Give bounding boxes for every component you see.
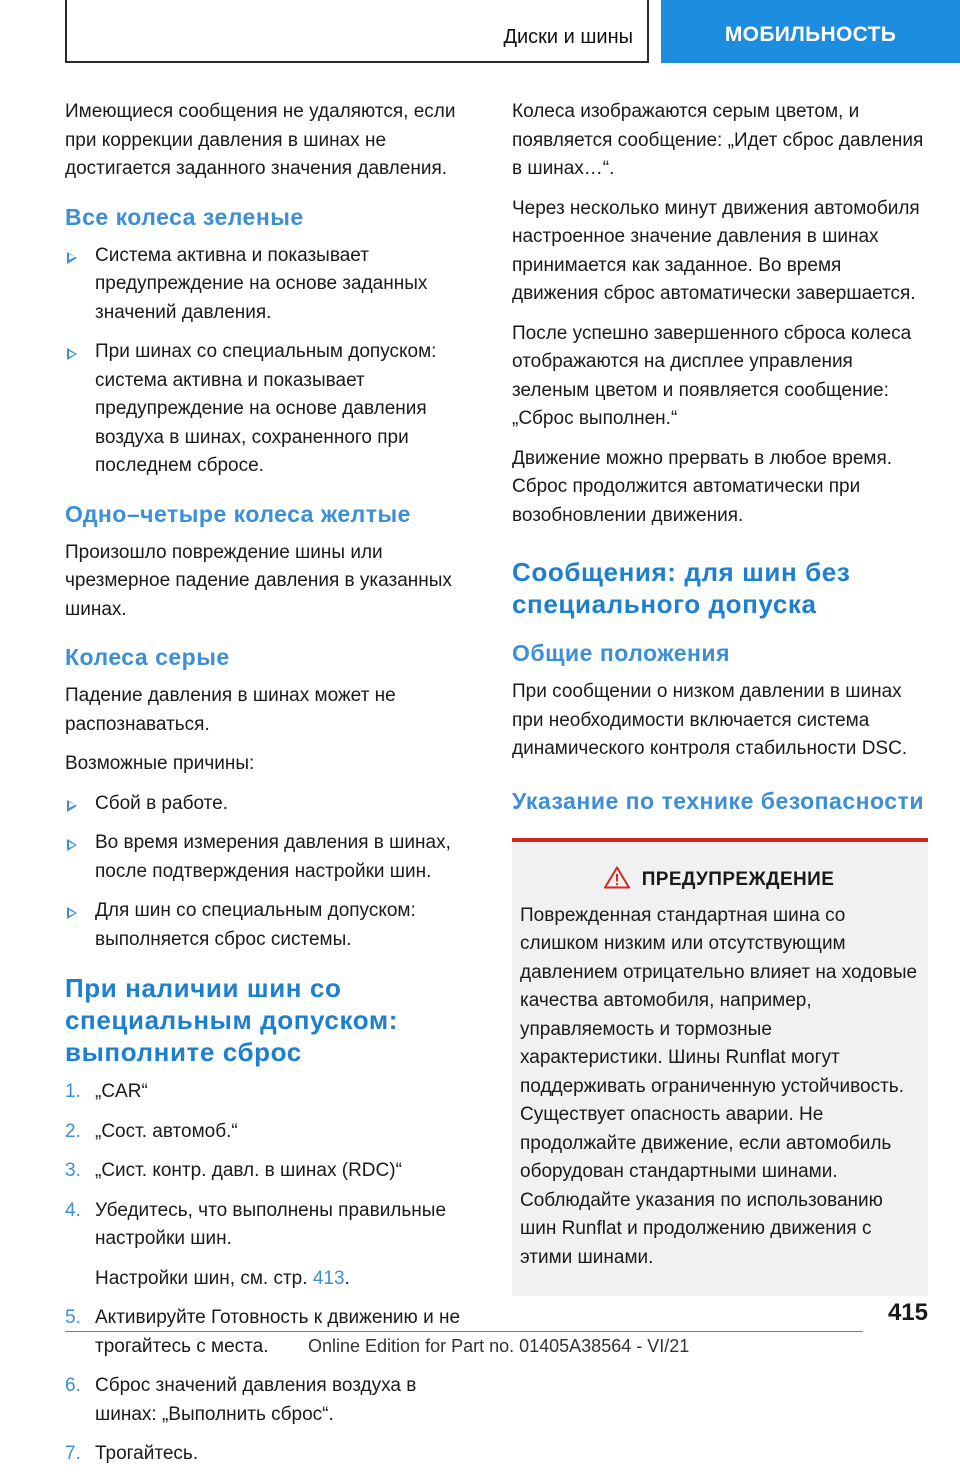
- bullet-triangle-icon: [67, 348, 77, 360]
- safety-heading: Указание по технике безопасности: [512, 787, 924, 814]
- warning-title: ПРЕДУПРЕЖДЕНИЕ: [641, 868, 835, 890]
- green-list: [65, 242, 477, 481]
- step-item: 4. Убедитесь, что выполнены правильные настройки шин. Настройки шин, см. стр. 413.: [65, 1197, 477, 1294]
- general-heading: Общие положения: [512, 640, 730, 666]
- bullet-triangle-icon: [67, 252, 77, 264]
- step-item: 6. Сброс значений давления воздуха в шинах: „Выполнить сброс“.: [65, 1375, 417, 1425]
- paragraph: Через несколько минут движения автомобиля настроенное значение давления в шинах принимается как заданное. Во время движения сброс автоматически завершается.: [512, 197, 920, 304]
- grey-heading: Колеса серые: [65, 644, 230, 670]
- warning-header: [520, 866, 918, 894]
- footer-divider: [65, 1331, 863, 1332]
- grey-text: Падение давления в шинах может не распознаваться.: [65, 685, 396, 735]
- header-frame: [65, 0, 649, 63]
- list-item: Сбой в работе.: [65, 790, 477, 819]
- green-heading: Все колеса зеленые: [65, 203, 304, 230]
- intro-text: Имеющиеся сообщения не удаляются, если при коррекции давления в шинах не достигается заданного значения давления.: [65, 101, 456, 179]
- reset-heading: При наличии шин со специальным допуском: выполните сброс: [65, 973, 398, 1067]
- bullet-triangle-icon: [67, 839, 77, 851]
- step-item: 5. Активируйте Готовность к движению и не трогайтесь с места.: [65, 1307, 461, 1357]
- paragraph: Колеса изображаются серым цветом, и появляется сообщение: „Идет сброс давления в шинах…“.: [512, 101, 924, 179]
- paragraph: После успешно завершенного сброса колеса отображаются на дисплее управления зеленым цветом и появляется сообщение: „Сброс выполнен.“: [512, 322, 912, 429]
- list-item: Для шин со специальным допуском: выполняется сброс системы.: [65, 897, 477, 954]
- step-item: 3. „Сист. контр. давл. в шинах (RDC)“: [65, 1160, 402, 1181]
- step-note: Настройки шин, см. стр. 413.: [95, 1267, 350, 1289]
- left-column: [65, 98, 477, 1480]
- yellow-heading: Одно–четыре колеса желтые: [65, 500, 411, 527]
- step-item: 1. „CAR“: [65, 1081, 148, 1102]
- warning-text: Поврежденная стандартная шина со слишком низким или отсутствующим давлением отрицательно влияет на ходовые качества автомобиля, например, управляемость и тормозные характеристики. Шины Runflat могут поддерживать ограниченную устойчивость. Существует опасность аварии. Не продолжайте движение, если автомобиль оборудован стандартными шинами. Соблюдайте указания по использованию шин Runflat и продолжению движения с этими шинами.: [520, 904, 918, 1268]
- causes-label: Возможные причины:: [65, 753, 255, 774]
- causes-list: [65, 790, 477, 955]
- list-item: Система активна и показывает предупреждение на основе заданных значений давления.: [65, 242, 477, 328]
- general-text: При сообщении о низком давлении в шинах при необходимости включается система динамического контроля стабильности DSC.: [512, 681, 908, 759]
- messages-heading: Сообщения: для шин без специального допуска: [512, 557, 851, 619]
- chapter-tab[interactable]: МОБИЛЬНОСТЬ: [661, 0, 960, 63]
- list-item: При шинах со специальным допуском: система активна и показывает предупреждение на основе давления воздуха в шинах, сохраненного при последнем сбросе.: [65, 338, 477, 481]
- step-item: 7. Трогайтесь.: [65, 1443, 199, 1464]
- bullet-triangle-icon: [67, 907, 77, 919]
- step-item: 2. „Сост. автомоб.“: [65, 1120, 238, 1142]
- warning-triangle-icon: [604, 866, 630, 894]
- bullet-triangle-icon: [67, 800, 77, 812]
- footer-edition: Online Edition for Part no. 01405A38564 - VI/21: [308, 1336, 690, 1356]
- warning-box: [512, 838, 928, 1297]
- reset-steps: [65, 1078, 477, 1469]
- yellow-text: Произошло повреждение шины или чрезмерное падение давления в указанных шинах.: [65, 541, 452, 620]
- list-item: Во время измерения давления в шинах, после подтверждения настройки шин.: [65, 829, 477, 886]
- page-link[interactable]: 413: [312, 1267, 345, 1289]
- section-title: Диски и шины: [503, 26, 633, 48]
- paragraph: Движение можно прервать в любое время. Сброс продолжится автоматически при возобновлении движения.: [512, 447, 893, 526]
- page-number: 415: [887, 1299, 928, 1326]
- right-column: [512, 98, 928, 1296]
